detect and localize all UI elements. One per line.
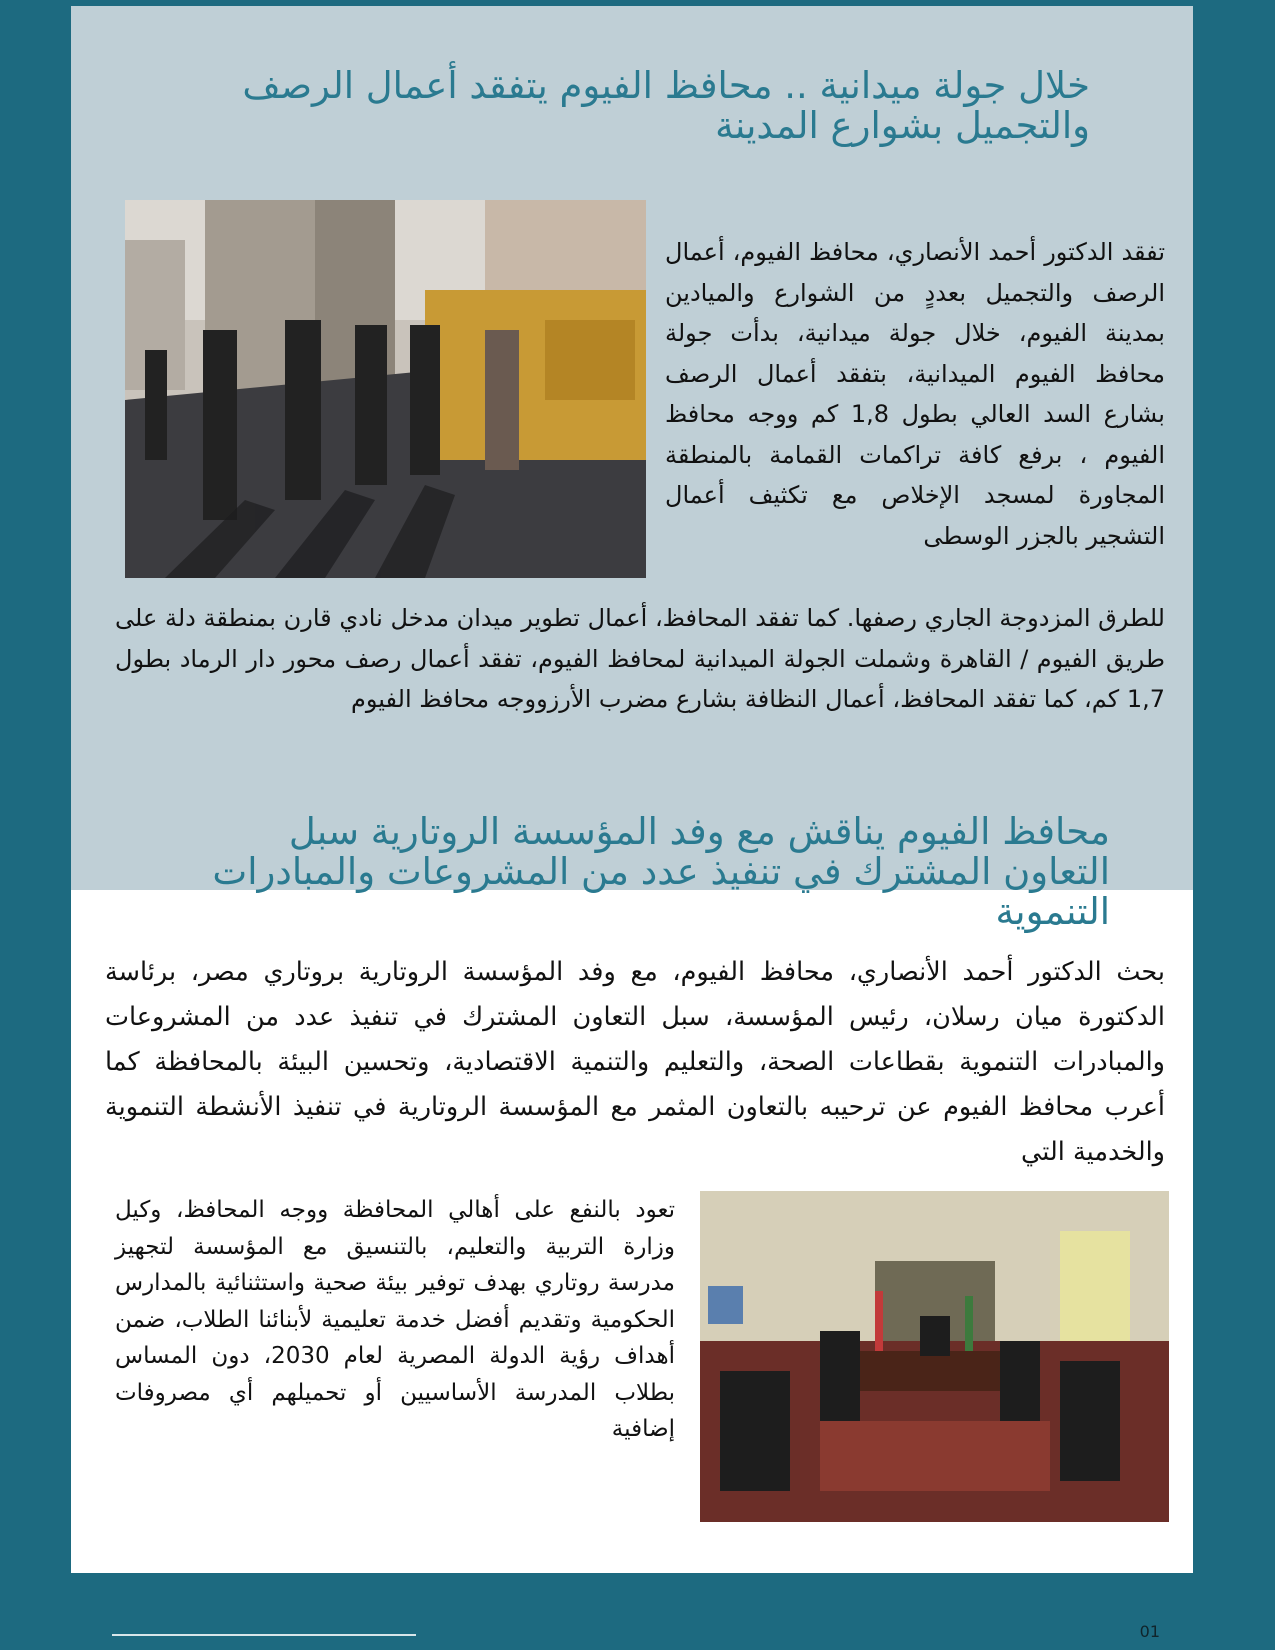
- street-paving-photo: [125, 200, 646, 578]
- page-number: 01: [1139, 1622, 1160, 1641]
- article1-body-beside-photo: تفقد الدكتور أحمد الأنصاري، محافظ الفيوم، أعمال الرصف والتجميل بعددٍ من الشوارع والميادين بمدينة الفيوم، خلال جولة ميدانية، بدأت جولة محافظ الفيوم الميدانية، بتفقد أعمال الرصف بشارع السد العالي بطول 1,8 كم ووجه محافظ الفيوم ، برفع كافة تراكمات القمامة بالمنطقة المجاورة لمسجد الإخلاص مع تكثيف أعمال التشجير بالجزر الوسطى: [665, 238, 1165, 550]
- meeting-photo: [700, 1191, 1169, 1522]
- article2-title: محافظ الفيوم يناقش مع وفد المؤسسة الروتارية سبل التعاون المشترك في تنفيذ عدد من المشروعات والمبادرات التنموية: [212, 810, 1110, 933]
- article2-body-full-width: بحث الدكتور أحمد الأنصاري، محافظ الفيوم، مع وفد المؤسسة الروتارية بروتاري مصر، برئاسة الدكتورة ميان رسلان، رئيس المؤسسة، سبل التعاون المشترك في تنفيذ عدد من المشروعات والمبادرات التنموية بقطاعات الصحة، والتعليم والتنمية الاقتصادية، وتحسين البيئة بالمحافظة كما أعرب محافظ الفيوم عن ترحيبه بالتعاون المثمر مع المؤسسة الروتارية في تنفيذ الأنشطة التنموية والخدمية التي: [105, 957, 1165, 1167]
- article1-body-full-width: للطرق المزدوجة الجاري رصفها. كما تفقد المحافظ، أعمال تطوير ميدان مدخل نادي قارن بمنطقة دلة على طريق الفيوم / القاهرة وشملت الجولة الميدانية لمحافظ الفيوم، تفقد أعمال رصف محور دار الرماد بطول 1,7 كم، كما تفقد المحافظ، أعمال النظافة بشارع مضرب الأرزووجه محافظ الفيوم: [115, 604, 1165, 713]
- footer-divider: [112, 1634, 416, 1636]
- article1-title: خلال جولة ميدانية .. محافظ الفيوم يتفقد أعمال الرصف والتجميل بشوارع المدينة: [242, 64, 1090, 147]
- article2-body-beside-photo: تعود بالنفع على أهالي المحافظة ووجه المحافظ، وكيل وزارة التربية والتعليم، بالتنسيق مع المؤسسة لتجهيز مدرسة روتاري بهدف توفير بيئة صحية واستثنائية بالمدارس الحكومية وتقديم أفضل خدمة تعليمية لأبنائنا الطلاب، ضمن أهداف رؤية الدولة المصرية لعام 2030، دون المساس بطلاب المدرسة الأساسيين أو تحميلهم أي مصروفات إضافية: [115, 1197, 675, 1442]
